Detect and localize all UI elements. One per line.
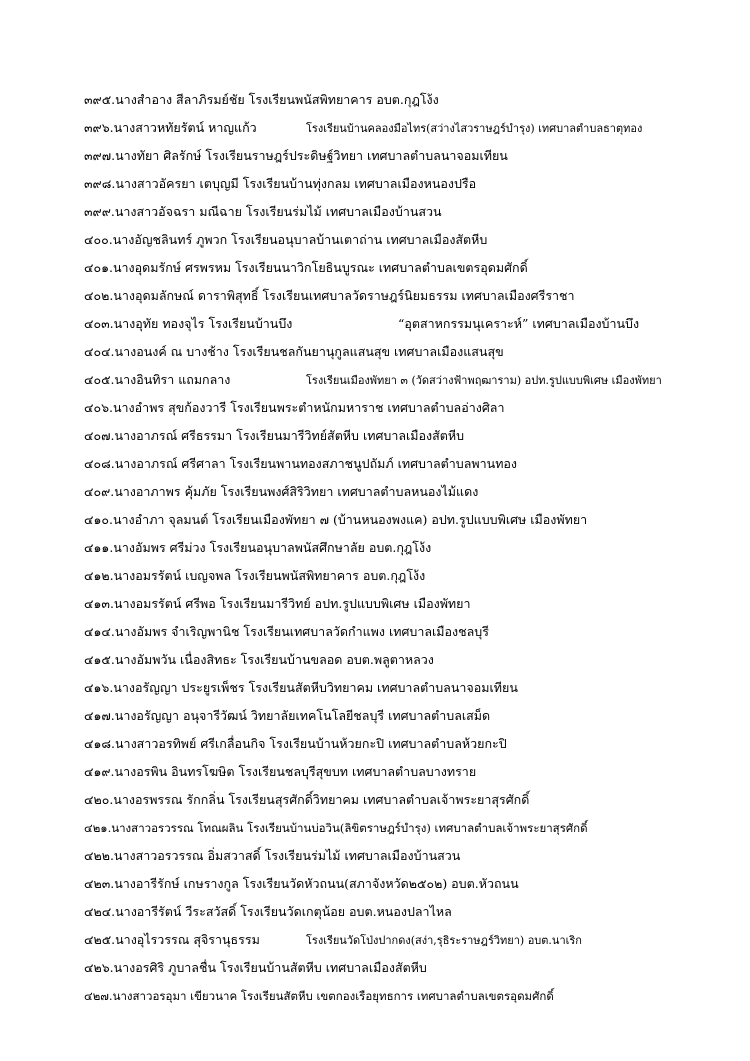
list-item [84,227,740,253]
list-item [84,395,740,421]
list-item [84,451,740,477]
list-item [84,199,740,225]
list-item [84,563,740,589]
list-item [84,703,740,729]
list-item-text: ๔๐๖.นางอำพร สุขก้องวารี โรงเรียนพระตำหนักมหาราช เทศบาลตำบลอ่างศิลา [84,400,505,415]
list-item [84,171,740,197]
list-item-text: ๔๑๐.นางอำภา จุลมนต์ โรงเรียนเมืองพัทยา ๗ (บ้านหนองพงแค) อปท.รูปแบบพิเศษ เมืองพัทยา [84,512,588,527]
list-item [84,367,740,393]
list-item [84,339,740,365]
list-item-text: ๔๒๑.นางสาวอรวรรณ โทณผลิน โรงเรียนบ้านบ่อวิน(ลิขิตราษฎร์บำรุง) เทศบาลตำบลเจ้าพระยาสุรศักดิ์ [84,821,588,835]
list-item [84,507,740,533]
list-item-text: ๓๙๕.นางสำอาง สีลาภิรมย์ชัย โรงเรียนพนัสพิทยาคาร อบต.กุฎโง้ง [84,92,439,107]
list-item [84,87,740,113]
list-item [84,619,740,645]
list-item-text: ๔๑๑.นางอัมพร ศรีม่วง โรงเรียนอนุบาลพนัสศึกษาลัย อบต.กุฎโง้ง [84,540,432,555]
list-item-text: ๔๐๗.นางอาภรณ์ ศรีธรรมา โรงเรียนมารีวิทย์สัตหีบ เทศบาลเมืองสัตหีบ [84,428,465,443]
list-item-text: ๔๐๔.นางอนงค์ ณ บางช้าง โรงเรียนชลกันยานุกูลแสนสุข เทศบาลเมืองแสนสุข [84,344,504,359]
list-item [84,143,740,169]
list-item [84,899,740,925]
list-item [84,535,740,561]
list-item [84,311,740,337]
list-item-text: ๔๑๒.นางอมรรัตน์ เบญจพล โรงเรียนพนัสพิทยาคาร อบต.กุฎโง้ง [84,568,426,583]
list-item [84,647,740,673]
list-item [84,955,740,981]
list-item-text: ๔๑๖.นางอรัญญา ประยูรเพ็ชร โรงเรียนสัตหีบวิทยาคม เทศบาลตำบลนาจอมเทียน [84,680,518,695]
list-item [84,423,740,449]
list-item [84,479,740,505]
list-item-text: ๓๙๘.นางสาวอัครยา เตบุญมี โรงเรียนบ้านทุ่งกลม เทศบาลเมืองหนองปรือ [84,176,477,191]
list-item-text: ๔๒๓.นางอารีรักษ์ เกษรางกูล โรงเรียนวัดหัวถนน(สภาจังหวัด๒๕๐๒) อบต.หัวถนน [84,876,519,891]
list-item-text: ๔๒๐.นางอรพรรณ รักกลิ่น โรงเรียนสุรศักดิ์วิทยาคม เทศบาลตำบลเจ้าพระยาสุรศักดิ์ [84,792,530,807]
list-item-text: ๔๐๐.นางอัญชลินทร์ ภูพวก โรงเรียนอนุบาลบ้านเตาถ่าน เทศบาลเมืองสัตหีบ [84,232,488,247]
list-item-tail: โรงเรียนวัดโป่งปากดง(สง่า,รุธิระราษฎร์วิทยา) อบต.นาเริก [306,934,582,947]
list-item-text: ๔๑๕.นางอัมพวัน เนื่องสิทธะ โรงเรียนบ้านขลอด อบต.พลูตาหลวง [84,652,434,667]
list-item-text: ๓๙๙.นางสาวอัจฉรา มณีฉาย โรงเรียนร่มไม้ เทศบาลเมืองบ้านสวน [84,204,442,219]
list-item-text: ๔๒๔.นางอารีรัตน์ วีระสวัสดิ์ โรงเรียนวัดเกตุน้อย อบต.หนองปลาไหล [84,904,452,919]
list-item [84,255,740,281]
list-item-text: ๔๐๙.นางอาภาพร คุ้มภัย โรงเรียนพงศ์สิริวิทยา เทศบาลตำบลหนองไม้แดง [84,484,479,499]
list-item-text: ๔๑๙.นางอรพิน อินทรโฆษิต โรงเรียนชลบุรีสุขบท เทศบาลตำบลบางทราย [84,764,477,779]
list-item [84,591,740,617]
list-item [84,871,740,897]
list-item-text: ๓๙๗.นางทัยา ศิลรักษ์ โรงเรียนราษฎร์ประดิษฐ์วิทยา เทศบาลตำบลนาจอมเทียน [84,148,508,163]
list-item-text: ๔๒๗.นางสาวอรอุมา เขียวนาค โรงเรียนสัตหีบ เขตกองเรือยุทธการ เทศบาลตำบลเขตรอุดมศักดิ์ [84,989,554,1003]
list-item-text: ๔๒๒.นางสาวอรวรรณ อิ่มสวาสดิ์ โรงเรียนร่มไม้ เทศบาลเมืองบ้านสวน [84,848,461,863]
list-item-text: ๔๐๘.นางอาภรณ์ ศรีศาลา โรงเรียนพานทองสภาชนูปถัมภ์ เทศบาลตำบลพานทอง [84,456,518,471]
list-item [84,927,740,953]
list-item-text: ๔๑๘.นางสาวอรทิพย์ ศรีเกลื่อนกิจ โรงเรียนบ้านห้วยกะปิ เทศบาลตำบลห้วยกะปิ [84,736,507,751]
list-item-tail: “อุตสาหกรรมนุเคราะห์” เทศบาลเมืองบ้านบึง [398,316,640,331]
list-item-text: ๔๐๑.นางอุดมรักษ์ ศรพรหม โรงเรียนนาวิกโยธินบูรณะ เทศบาลตำบลเขตรอุดมศักดิ์ [84,260,528,275]
list-item [84,787,740,813]
list-item [84,115,740,141]
list-item-text: ๓๙๖.นางสาวหทัยรัตน์ หาญแก้ว [84,120,257,135]
list-item-tail: โรงเรียนเมืองพัทยา ๓ (วัดสว่างฟ้าพฤฒาราม) อปท.รูปแบบพิเศษ เมืองพัทยา [306,374,662,387]
list-item [84,731,740,757]
list-item [84,815,740,841]
list-item [84,843,740,869]
list-item-text: ๔๐๓.นางอุทัย ทองจุไร โรงเรียนบ้านบึง [84,316,293,331]
list-item [84,675,740,701]
list-item-text: ๔๒๖.นางอรศิริ ภูบาลชื่น โรงเรียนบ้านสัตหีบ เทศบาลเมืองสัตหีบ [84,960,427,975]
list-item-text: ๔๑๔.นางอัมพร จำเริญพานิช โรงเรียนเทศบาลวัดกำแพง เทศบาลเมืองชลบุรี [84,624,489,639]
list-item-text: ๔๒๕.นางอุไรวรรณ สุจิรานุธรรม [84,932,260,947]
list-item [84,283,740,309]
list-item-text: ๔๑๗.นางอรัญญา อนุจารีวัฒน์ วิทยาลัยเทคโนโลยีชลบุรี เทศบาลตำบลเสม็ด [84,708,491,723]
list-item-text: ๔๐๒.นางอุดมลักษณ์ ดาราพิสุทธิ์ โรงเรียนเทศบาลวัดราษฎร์นิยมธรรม เทศบาลเมืองศรีราชา [84,288,575,303]
list-item [84,759,740,785]
list-item-text: ๔๑๓.นางอมรรัตน์ ศรีพอ โรงเรียนมารีวิทย์ อปท.รูปแบบพิเศษ เมืองพัทยา [84,596,471,611]
list-item-text: ๔๐๕.นางอินทิรา แถมกลาง [84,372,231,387]
list-item-tail: โรงเรียนบ้านคลองมือไทร(สว่างไสวราษฎร์บำรุง) เทศบาลตำบลธาตุทอง [306,122,643,135]
list-item [84,983,740,1009]
